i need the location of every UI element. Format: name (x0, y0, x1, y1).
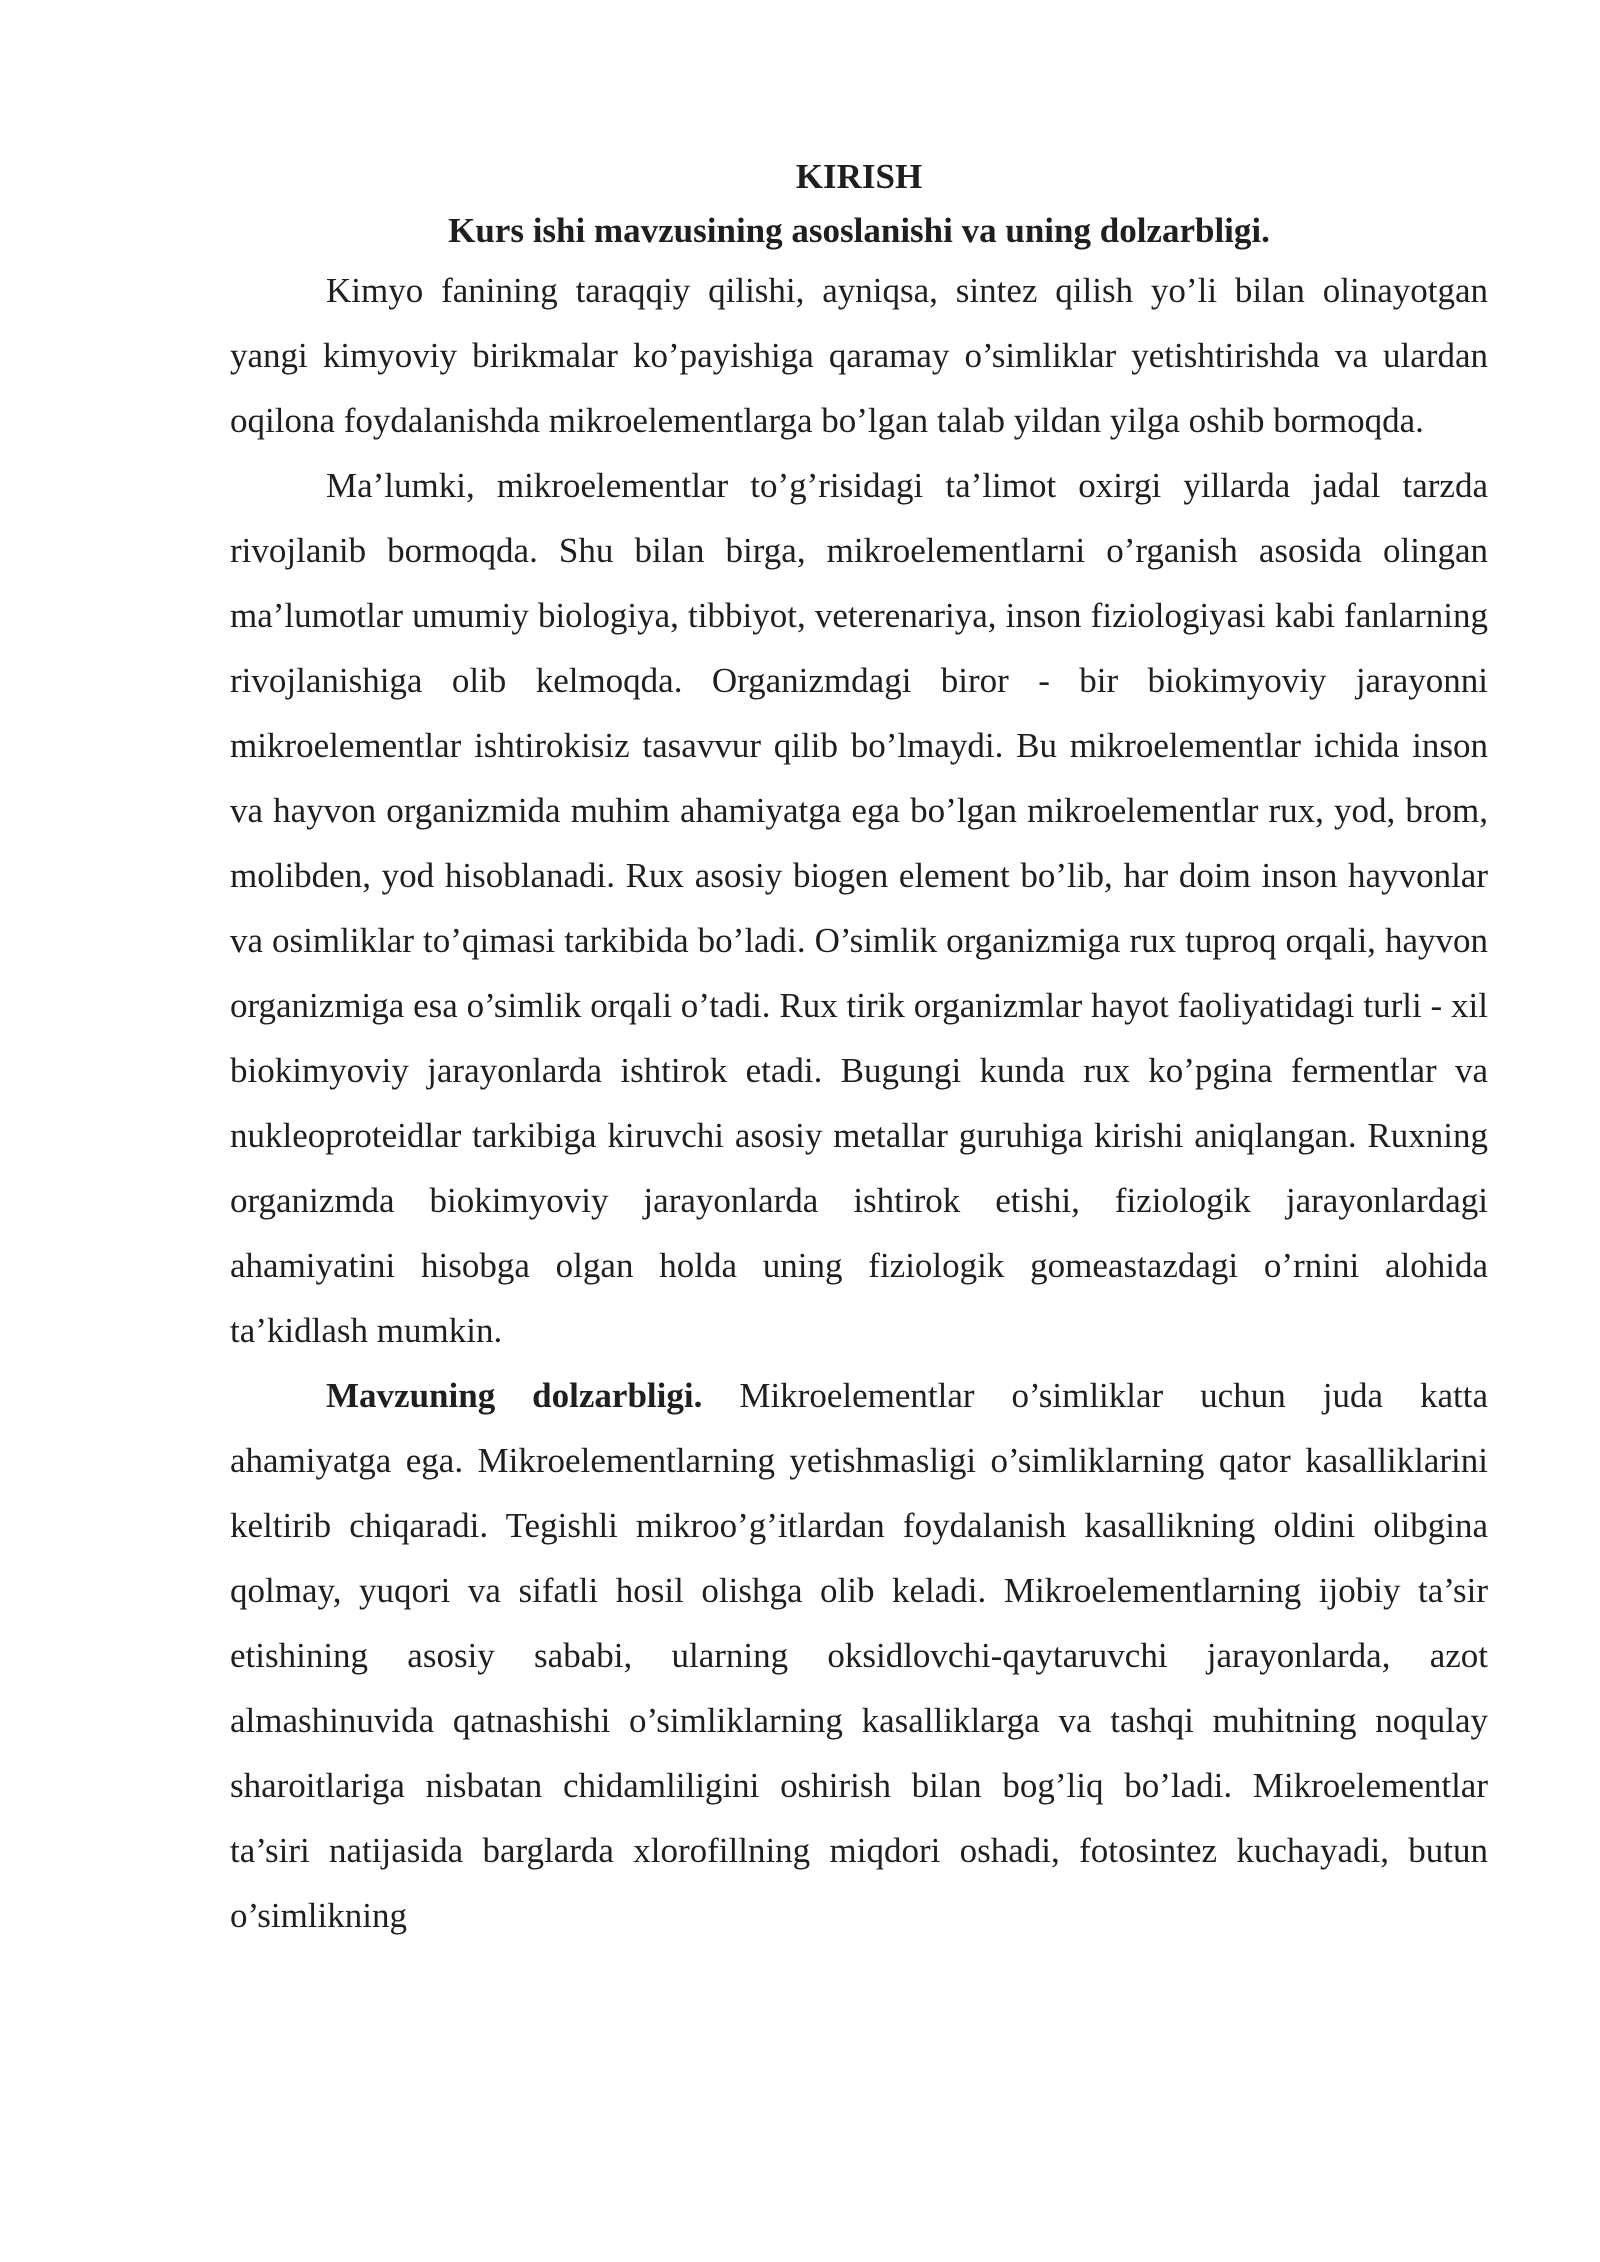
paragraph-text: Kimyo fanining taraqqiy qilishi, ayniqsa, sintez qilish yo’li bilan olinayotgan yangi kimyoviy birikmalar ko’payishiga qaramay o’simliklar yetishtirishda va ulardan oqilona foydalanishda mikroelementlarga bo’lgan talab yildan yilga oshib bormoqda. (230, 271, 1488, 440)
paragraph-microelements (230, 453, 1488, 1363)
paragraph-text: Mikroelementlar o’simliklar uchun juda katta ahamiyatga ega. Mikroelementlarning yetishmasligi o’simliklarning qator kasalliklarini keltirib chiqaradi. Tegishli mikroo’g’itlardan foydalanish kasallikning oldini olibgina qolmay, yuqori va sifatli hosil olishga olib keladi. Mikroelementlarning ijobiy ta’sir etishining asosiy sababi, ularning oksidlovchi-qaytaruvchi jarayonlarda, azot almashinuvida qatnashishi o’simliklarning kasalliklarga va tashqi muhitning noqulay sharoitlariga nisbatan chidamliligini oshirish bilan bog’liq bo’ladi. Mikroelementlar ta’siri natijasida barglarda xlorofillning miqdori oshadi, fotosintez kuchayadi, butun o’simlikning (230, 1376, 1488, 1935)
document-page (230, 150, 1488, 1948)
page-heading: KIRISH (795, 157, 923, 196)
paragraph-intro (230, 258, 1488, 453)
paragraph-lead: Mavzuning dolzarbligi. (326, 1376, 703, 1415)
paragraph-text: Ma’lumki, mikroelementlar to’g’risidagi ta’limot oxirgi yillarda jadal tarzda rivojlanib bormoqda. Shu bilan birga, mikroelementlarni o’rganish asosida olingan ma’lumotlar umumiy biologiya, tibbiyot, veterenariya, inson fiziologiyasi kabi fanlarning rivojlanishiga olib kelmoqda. Organizmdagi biror - bir biokimyoviy jarayonni mikroelementlar ishtirokisiz tasavvur qilib bo’lmaydi. Bu mikroelementlar ichida inson va hayvon organizmida muhim ahamiyatga ega bo’lgan mikroelementlar rux, yod, brom, molibden, yod hisoblanadi. Rux asosiy biogen element bo’lib, har doim inson hayvonlar va osimliklar to’qimasi tarkibida bo’ladi. O’simlik organizmiga rux tuproq orqali, hayvon organizmiga esa o’simlik orqali o’tadi. Rux tirik organizmlar hayot faoliyatidagi turli - xil biokimyoviy jarayonlarda ishtirok etadi. Bugungi kunda rux ko’pgina fermentlar va nukleoproteidlar tarkibiga kiruvchi asosiy metallar guruhiga kirishi aniqlangan. Ruxning organizmda biokimyoviy jarayonlarda ishtirok etishi, fiziologik jarayonlardagi ahamiyatini hisobga olgan holda uning fiziologik gomeastazdagi o’rnini alohida ta’kidlash mumkin. (230, 466, 1488, 1350)
paragraph-relevance (230, 1363, 1488, 1948)
page-subheading: Kurs ishi mavzusining asoslanishi va uning dolzarbligi. (448, 211, 1270, 250)
